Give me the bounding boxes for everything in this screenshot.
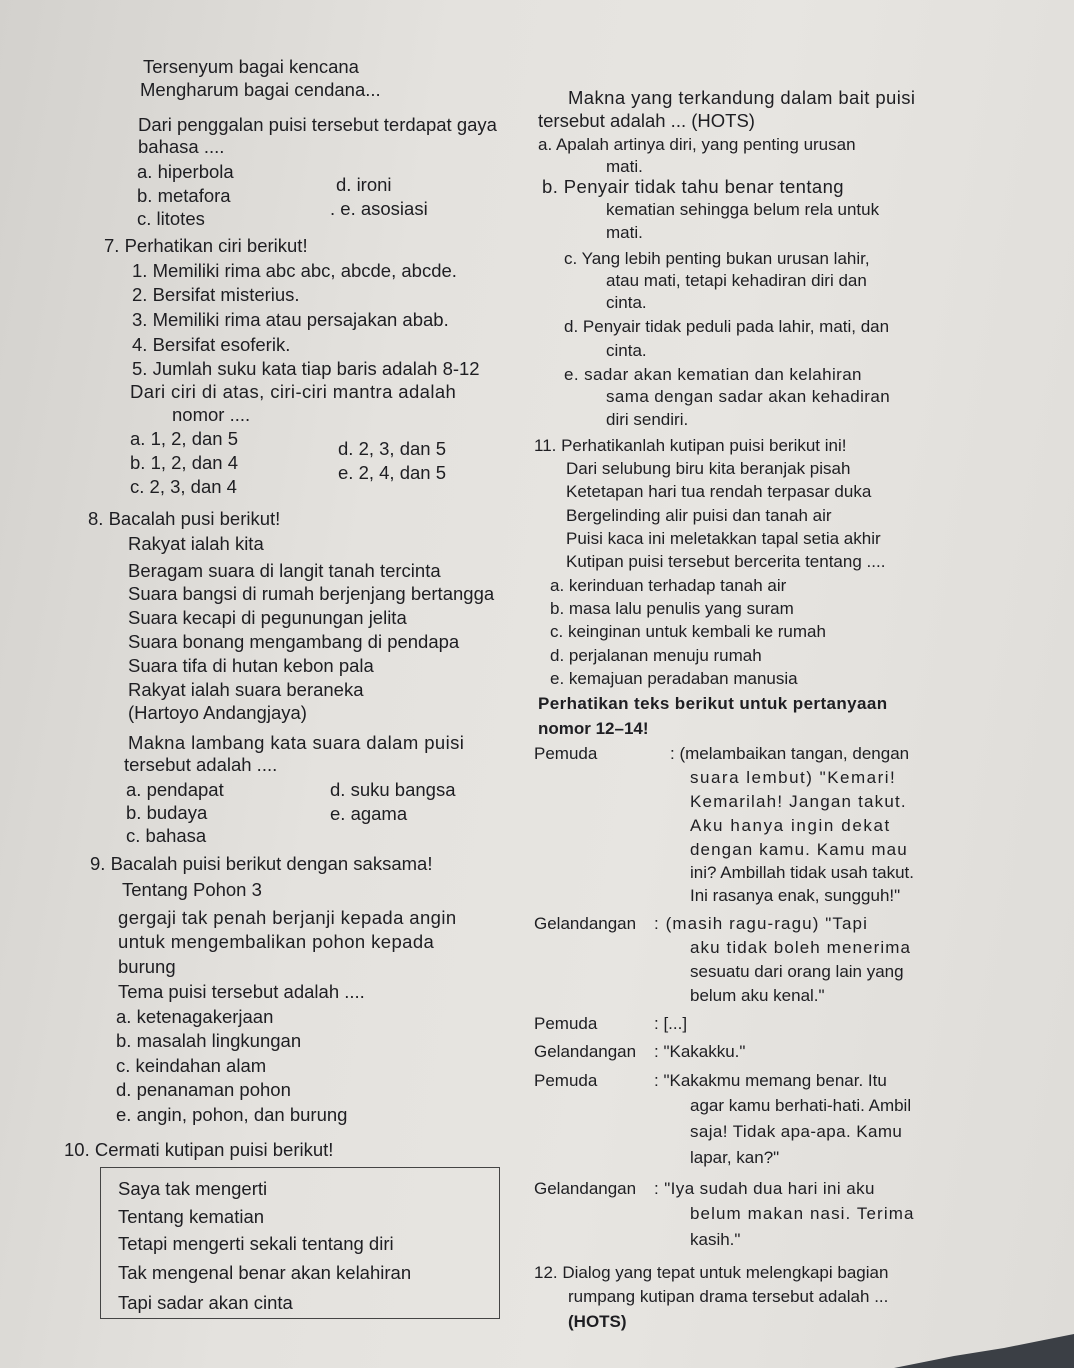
option-d: d. suku bangsa [330, 779, 456, 800]
option-b: b. masalah lingkungan [116, 1030, 302, 1051]
question-9-stem: 9. Bacalah puisi berikut dengan saksama! [90, 853, 433, 874]
speaker-label: Gelandangan [534, 914, 637, 933]
option-d: d. Penyair tidak peduli pada lahir, mati, dan [564, 317, 890, 336]
question-8-stem: 8. Bacalah pusi berikut! [88, 508, 281, 529]
option-b: b. budaya [126, 802, 208, 823]
poem-line: untuk mengembalikan pohon kepada [118, 931, 435, 952]
poem-line: Dari selubung biru kita beranjak pisah [566, 459, 851, 478]
question-text: bahasa .... [138, 136, 225, 157]
option-b: b. 1, 2, dan 4 [130, 452, 239, 473]
option-a: a. ketenagakerjaan [116, 1006, 274, 1027]
option-d: d. ironi [336, 174, 392, 195]
poem-line: Suara bonang mengambang di pendapa [128, 631, 460, 652]
speaker-label: Gelandangan [534, 1179, 637, 1198]
question-text: Kutipan puisi tersebut bercerita tentang .... [566, 552, 886, 571]
poem-line: Tersenyum bagai kencana [143, 56, 359, 77]
drama-intro: Perhatikan teks berikut untuk pertanyaan [538, 694, 888, 713]
speaker-label: Pemuda [534, 1071, 598, 1090]
poem-line: Rakyat ialah kita [128, 533, 264, 554]
option-b-cont: mati. [606, 223, 643, 242]
poem-line: gergaji tak penah berjanji kepada angin [118, 907, 457, 928]
option-c: c. bahasa [126, 825, 207, 846]
torn-corner-graphic [894, 1328, 1074, 1368]
question-12-stem: rumpang kutipan drama tersebut adalah ... [568, 1287, 889, 1306]
question-text: Tema puisi tersebut adalah .... [118, 981, 365, 1002]
list-item: 2. Bersifat misterius. [132, 284, 300, 305]
option-e-cont: diri sendiri. [606, 410, 689, 429]
poem-line: Bergelinding alir puisi dan tanah air [566, 506, 832, 525]
speaker-label: Pemuda [534, 744, 598, 763]
dialogue-line: : (melambaikan tangan, dengan [670, 744, 910, 763]
option-e: e. 2, 4, dan 5 [338, 462, 447, 483]
option-d: d. 2, 3, dan 5 [338, 438, 447, 459]
dialogue-line: dengan kamu. Kamu mau [690, 840, 908, 859]
dialogue-line: : "Kakakmu memang benar. Itu [654, 1071, 887, 1090]
option-d: d. perjalanan menuju rumah [550, 646, 762, 665]
option-d-cont: cinta. [606, 341, 647, 360]
dialogue-line: ini? Ambillah tidak usah takut. [690, 863, 914, 882]
dialogue-line: : (masih ragu-ragu) "Tapi [654, 914, 868, 933]
poem-title: Tentang Pohon 3 [122, 879, 262, 900]
question-7-stem: 7. Perhatikan ciri berikut! [104, 235, 308, 256]
dialogue-line: kasih." [690, 1230, 741, 1249]
dialogue-line: : "Kakakku." [654, 1042, 746, 1061]
dialogue-line: belum aku kenal." [690, 986, 825, 1005]
dialogue-line: belum makan nasi. Terima [690, 1204, 915, 1223]
poem-line: Rakyat ialah suara beraneka [128, 679, 364, 700]
dialogue-line: agar kamu berhati-hati. Ambil [690, 1096, 912, 1115]
option-e: e. sadar akan kematian dan kelahiran [564, 365, 862, 384]
question-12-stem: 12. Dialog yang tepat untuk melengkapi bagian [534, 1263, 889, 1282]
list-item: 5. Jumlah suku kata tiap baris adalah 8-12 [132, 358, 480, 379]
option-c-cont: cinta. [606, 293, 647, 312]
dialogue-line: Ini rasanya enak, sungguh!" [690, 886, 901, 905]
question-11-stem: 11. Perhatikanlah kutipan puisi berikut ini! [534, 436, 847, 455]
question-text: Dari ciri di atas, ciri-ciri mantra adalah [130, 381, 457, 402]
question-text: Dari penggalan puisi tersebut terdapat gaya [138, 114, 497, 135]
list-item: 3. Memiliki rima atau persajakan abab. [132, 309, 449, 330]
question-12-stem: (HOTS) [568, 1312, 627, 1331]
poem-line: Ketetapan hari tua rendah terpasar duka [566, 482, 872, 501]
option-c: c. 2, 3, dan 4 [130, 476, 237, 497]
poem-line: burung [118, 956, 176, 977]
question-text: tersebut adalah .... [124, 754, 278, 775]
question-10-stem: 10. Cermati kutipan puisi berikut! [64, 1139, 334, 1160]
dialogue-line: : "Iya sudah dua hari ini aku [654, 1179, 875, 1198]
list-item: 1. Memiliki rima abc abc, abcde, abcde. [132, 260, 457, 281]
poem-line: Saya tak mengerti [118, 1178, 268, 1199]
question-text: nomor .... [172, 404, 251, 425]
option-a: a. kerinduan terhadap tanah air [550, 576, 787, 595]
dialogue-line: Aku hanya ingin dekat [690, 816, 891, 835]
question-text: Makna yang terkandung dalam bait puisi [568, 87, 916, 108]
option-a: a. hiperbola [137, 161, 234, 182]
option-b: b. Penyair tidak tahu benar tentang [542, 176, 844, 197]
speaker-label: Pemuda [534, 1014, 598, 1033]
poem-line: Puisi kaca ini meletakkan tapal setia akhir [566, 529, 881, 548]
question-text: Makna lambang kata suara dalam puisi [128, 732, 465, 753]
option-c: c. keinginan untuk kembali ke rumah [550, 622, 826, 641]
poem-line: Suara kecapi di pegunungan jelita [128, 607, 407, 628]
option-a: a. Apalah artinya diri, yang penting urusan [538, 135, 856, 154]
dialogue-line: Kemarilah! Jangan takut. [690, 792, 907, 811]
question-text: tersebut adalah ... (HOTS) [538, 110, 755, 131]
poem-line: Tentang kematian [118, 1206, 265, 1227]
dialogue-line: suara lembut) "Kemari! [690, 768, 897, 787]
option-c: c. keindahan alam [116, 1055, 267, 1076]
option-d: d. penanaman pohon [116, 1079, 291, 1100]
option-e-cont: sama dengan sadar akan kehadiran [606, 387, 891, 406]
option-c: c. litotes [137, 208, 205, 229]
dialogue-line: saja! Tidak apa-apa. Kamu [690, 1122, 903, 1141]
drama-intro: nomor 12–14! [538, 719, 649, 738]
dialogue-line: aku tidak boleh menerima [690, 938, 912, 957]
option-c: c. Yang lebih penting bukan urusan lahir, [564, 249, 870, 268]
poem-line: Suara tifa di hutan kebon pala [128, 655, 374, 676]
dialogue-line: sesuatu dari orang lain yang [690, 962, 904, 981]
option-a: a. 1, 2, dan 5 [130, 428, 239, 449]
poem-author: (Hartoyo Andangjaya) [128, 702, 307, 723]
poem-line: Mengharum bagai cendana... [140, 79, 381, 100]
option-a-cont: mati. [606, 157, 643, 176]
option-e: e. kemajuan peradaban manusia [550, 669, 798, 688]
option-b: b. masa lalu penulis yang suram [550, 599, 794, 618]
poem-line: Tetapi mengerti sekali tentang diri [118, 1233, 394, 1254]
speaker-label: Gelandangan [534, 1042, 637, 1061]
dialogue-line: : [...] [654, 1014, 688, 1033]
list-item: 4. Bersifat esoferik. [132, 334, 291, 355]
option-e: . e. asosiasi [330, 198, 428, 219]
poem-line: Tak mengenal benar akan kelahiran [118, 1262, 412, 1283]
poem-line: Beragam suara di langit tanah tercinta [128, 560, 441, 581]
poem-line: Tapi sadar akan cinta [118, 1292, 293, 1313]
option-b-cont: kematian sehingga belum rela untuk [606, 200, 880, 219]
option-e: e. angin, pohon, dan burung [116, 1104, 348, 1125]
option-e: e. agama [330, 803, 408, 824]
poem-line: Suara bangsi di rumah berjenjang bertangga [128, 583, 495, 604]
option-a: a. pendapat [126, 779, 224, 800]
dialogue-line: lapar, kan?" [690, 1148, 780, 1167]
option-c-cont: atau mati, tetapi kehadiran diri dan [606, 271, 867, 290]
option-b: b. metafora [137, 185, 231, 206]
